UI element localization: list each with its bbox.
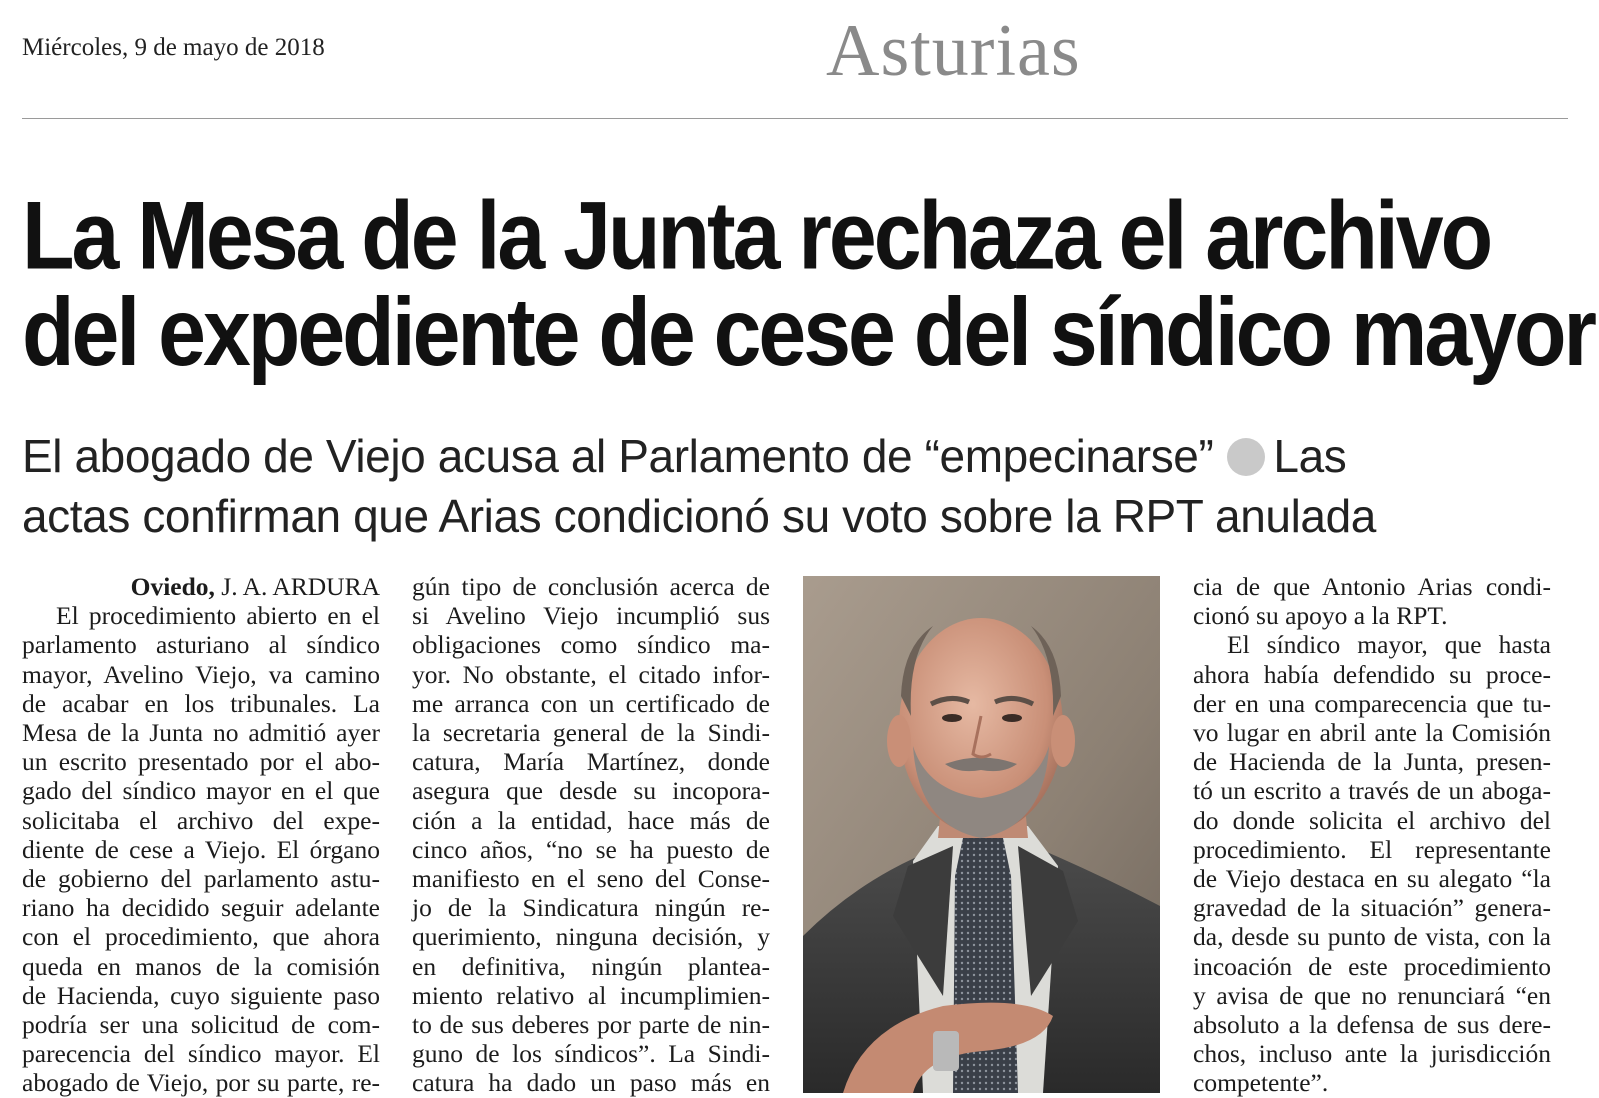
text-line: catura ha dado un paso más en — [412, 1068, 770, 1098]
article-column-4 — [1193, 572, 1551, 1098]
portrait-photo — [803, 576, 1160, 1093]
text-line: Mesa de la Junta no admitió ayer — [22, 718, 380, 748]
text-line: ción a la entidad, hace más de — [412, 805, 770, 835]
headline — [22, 182, 1594, 387]
text-line: gravedad de la situación” genera- — [1193, 893, 1551, 923]
text-line: parlamento asturiano al síndico — [22, 630, 380, 660]
text-line: yor. No obstante, el citado infor- — [412, 659, 770, 689]
subheadline — [22, 426, 1582, 546]
text-line: de Viejo destaca en su alegato “la — [1193, 864, 1551, 894]
text-line: la secretaria general de la Sindi- — [412, 718, 770, 748]
text-line: competente”. — [1193, 1068, 1329, 1098]
article-column-2 — [412, 572, 770, 1098]
text-line: de gobierno del parlamento astu- — [22, 864, 380, 894]
text-line: de Hacienda de la Junta, presen- — [1193, 747, 1551, 777]
text-line: me arranca con un certificado de — [412, 688, 770, 718]
text-line: procedimiento. El representante — [1193, 834, 1551, 864]
text-line: diente de cese a Viejo. El órgano — [22, 834, 380, 864]
text-line: querimiento, ninguna decisión, y — [412, 922, 770, 952]
headline-line-1: La Mesa de la Junta rechaza el archivo — [22, 182, 1491, 290]
text-line: chos, incluso ante la jurisdicción — [1193, 1039, 1551, 1069]
bullet-separator-icon — [1227, 438, 1265, 476]
text-line: do donde solicita el archivo del — [1193, 805, 1551, 835]
text-line: parecencia del síndico mayor. El — [22, 1039, 380, 1069]
text-line: cionó su apoyo a la RPT. — [1193, 601, 1448, 631]
text-line: jo de la Sindicatura ningún re- — [412, 893, 770, 923]
text-line: podría ser una solicitud de com- — [22, 1010, 380, 1040]
text-line: vo lugar en abril ante la Comisión — [1193, 718, 1551, 748]
text-line: to de sus deberes por parte de nin- — [412, 1010, 770, 1040]
subhead-line-1a: El abogado de Viejo acusa al Parlamento de “empecinarse” — [22, 430, 1214, 482]
headline-line-2: del expediente de cese del síndico mayor — [22, 278, 1594, 387]
section-title: Asturias — [826, 10, 1081, 92]
text-line: ahora había defendido su proce- — [1193, 659, 1551, 689]
text-line: catura, María Martínez, donde — [412, 747, 770, 777]
text-line: miento relativo al incumplimien- — [412, 980, 770, 1010]
text-line: guno de los síndicos”. La Sindi- — [412, 1039, 770, 1069]
text-line: mayor, Avelino Viejo, va camino — [22, 659, 380, 689]
text-line: con el procedimiento, que ahora — [22, 922, 380, 952]
text-line: queda en manos de la comisión — [22, 951, 380, 981]
text-line: der en una comparecencia que tu- — [1193, 688, 1551, 718]
byline-author: J. A. ARDURA — [221, 572, 380, 601]
text-line: abogado de Viejo, por su parte, re- — [22, 1068, 380, 1098]
text-line: solicitaba el archivo del expe- — [22, 805, 380, 835]
byline-place: Oviedo, — [130, 572, 215, 601]
article-column-1 — [22, 572, 380, 1098]
text-line: si Avelino Viejo incumplió sus — [412, 601, 770, 631]
text-line: gado del síndico mayor en el que — [22, 776, 380, 806]
text-line: de acabar en los tribunales. La — [22, 688, 380, 718]
byline — [22, 572, 380, 601]
subhead-line-1b: Las — [1273, 430, 1347, 482]
publication-date: Miércoles, 9 de mayo de 2018 — [22, 34, 325, 61]
text-line: El síndico mayor, que hasta — [1227, 630, 1551, 660]
text-line: El procedimiento abierto en el — [56, 601, 380, 631]
text-line: obligaciones como síndico ma- — [412, 630, 770, 660]
text-line: absoluto a la defensa de sus dere- — [1193, 1010, 1551, 1040]
text-line: en definitiva, ningún plantea- — [412, 951, 770, 981]
text-line: riano ha decidido seguir adelante — [22, 893, 380, 923]
text-line: un escrito presentado por el abo- — [22, 747, 380, 777]
text-line: incoación de este procedimiento — [1193, 951, 1551, 981]
text-line: y avisa de que no renunciará “en — [1193, 980, 1551, 1010]
text-line: da, desde su punto de vista, con la — [1193, 922, 1551, 952]
text-line: tó un escrito a través de un aboga- — [1193, 776, 1551, 806]
text-line: cia de que Antonio Arias condi- — [1193, 572, 1551, 601]
text-line: asegura que desde su incopora- — [412, 776, 770, 806]
text-line: manifiesto en el seno del Conse- — [412, 864, 770, 894]
subhead-line-2: actas confirman que Arias condicionó su voto sobre la RPT anulada — [22, 490, 1376, 542]
text-line: cinco años, “no se ha puesto de — [412, 834, 770, 864]
text-line: de Hacienda, cuyo siguiente paso — [22, 980, 380, 1010]
text-line: gún tipo de conclusión acerca de — [412, 572, 770, 601]
header-divider — [22, 118, 1568, 119]
